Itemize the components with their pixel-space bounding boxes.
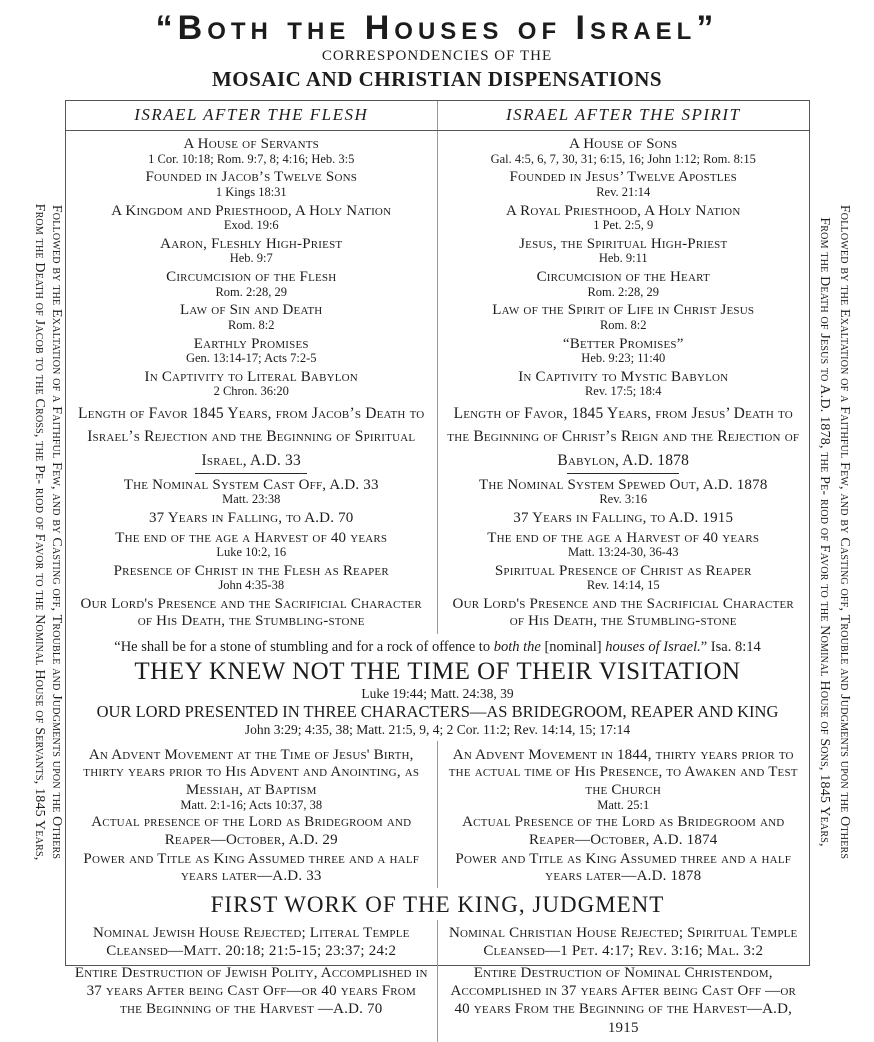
advent-ref: Matt. 25:1 [597,798,650,813]
column-header-row [66,101,809,131]
table-row [446,269,802,299]
table-row [446,236,802,266]
advent-flesh-column [66,741,438,888]
row-ref: Rom. 8:2 [227,317,275,332]
row-ref: 2 Chron. 36:20 [213,384,289,399]
row-ref: Luke 10:2, 16 [216,545,287,559]
stumbling-stone-quote [72,639,803,656]
table-row [446,477,802,507]
page-subtitle: CORRESPONDENCIES OF THE [321,48,553,65]
table-row [74,596,429,629]
advent-spirit-column [438,741,810,888]
row-title: Jesus, the Spiritual High-Priest [519,235,728,252]
divider-rule [567,473,679,474]
row-title: A Kingdom and Priesthood, A Holy Nation [111,202,392,219]
row-title: Circumcision of the Flesh [166,269,337,285]
row-title: Our Lord's Presence and the Sacrificial Character of His Death, the Stumbling-stone [80,596,422,629]
left-sidebar-text-line1: From the Death of Jacob to the Cross, the Pe- riod of Favor to the Nominal House of Servants, 1845 Years, [32,203,47,861]
page-title: “Both the Houses of Israel” [155,9,719,47]
row-title: 37 Years in Falling, to A.D. 1915 [513,510,734,526]
right-sidebar-text-line1: From the Death of Jesus to A.D. 1878, the Pe- riod of Favor to the Nominal House of Sons, 1845 Years, [817,217,832,847]
table-row [446,530,802,560]
row-title: Law of the Spirit of Life in Christ Jesus [492,302,755,319]
table-row [74,336,429,366]
table-row [74,236,429,266]
row-ref: 1 Kings 18:31 [215,184,287,199]
left-sidebar-text-line2: Followed by the Exaltation of a Faithful Few, and by Casting off, Trouble and Judgments upon the Others [49,204,64,860]
row-ref: Heb. 9:11 [598,251,648,266]
row-title: The end of the age a Harvest of 40 years [115,529,388,546]
row-ref: Gal. 4:5, 6, 7, 30, 31; 6:15, 16; John 1:12; Rom. 8:15 [490,151,756,166]
table-row [446,369,802,399]
spirit-column [438,131,810,634]
advent-paragraph: An Advent Movement in 1844, thirty years prior to the actual time of His Presence, to Awaken and Test the Church [448,746,798,798]
divider-rule [195,473,307,474]
advent-paragraph: Actual presence of the Lord as Bridegroom and Reaper—October, A.D. 29 [91,814,412,848]
table-row [74,530,429,560]
masthead [0,10,874,92]
table-row [74,402,429,474]
table-row [74,563,429,593]
king-judgment-section [66,920,809,1042]
row-title: Spiritual Presence of Christ as Reaper [494,562,752,579]
row-ref: Matt. 13:24-30, 36-43 [568,545,679,559]
advent-paragraph: Power and Title as King Assumed three and a half years later—A.D. 33 [83,850,420,885]
king-judgment-heading: FIRST WORK OF THE KING, JUDGMENT [210,891,665,917]
table-row [446,336,802,366]
visitation-ref: Luke 19:44; Matt. 24:38, 39 [361,685,514,701]
row-title: Our Lord's Presence and the Sacrificial Character of His Death, the Stumbling-stone [452,596,794,629]
row-title: In Captivity to Mystic Babylon [518,368,729,385]
row-title: Circumcision of the Heart [536,269,710,285]
row-title: In Captivity to Literal Babylon [144,368,358,385]
table-row [74,203,429,233]
king-paragraph: Nominal Christian House Rejected; Spiritual Temple Cleansed—1 Pet. 4:17; Rev. 3:16; Mal. 3:2 [449,925,798,960]
row-ref: Heb. 9:23; 11:40 [581,351,666,365]
row-title: Founded in Jacob’s Twelve Sons [145,169,358,186]
table-row [446,136,802,166]
table-row [74,302,429,332]
advent-ref: Matt. 2:1-16; Acts 10:37, 38 [180,798,323,813]
row-ref: 1 Cor. 10:18; Rom. 9:7, 8; 4:16; Heb. 3:5 [148,151,355,166]
quote-segment: “He shall be for a stone of stumbling and for a rock of offence to [114,639,494,655]
row-title: A House of Servants [183,136,319,152]
table-row [74,269,429,299]
three-characters-heading: OUR LORD PRESENTED IN THREE CHARACTERS—AS BRIDEGROOM, REAPER AND KING [96,702,779,722]
table-row [74,477,429,507]
three-characters-ref: John 3:29; 4:35, 38; Matt. 21:5, 9, 4; 2 Cor. 11:2; Rev. 14:14, 15; 17:14 [244,722,631,738]
column-header-flesh: ISRAEL AFTER THE FLESH [66,101,438,130]
row-ref: Rom. 8:2 [599,317,647,332]
row-ref: Exod. 19:6 [223,218,279,232]
row-title: “Better Promises” [562,335,684,352]
row-ref: 1 Pet. 2:5, 9 [593,218,654,232]
page-subtitle-2: MOSAIC AND CHRISTIAN DISPENSATIONS [211,67,663,92]
row-title: Law of Sin and Death [180,302,323,319]
quote-segment-italic: houses of Israel. [605,639,701,655]
row-ref: Heb. 9:7 [229,251,273,266]
row-title: Founded in Jesus’ Twelve Apostles [509,169,737,186]
row-title: Length of Favor 1845 Years, from Jacob’s Death to Israel’s Rejection and the Beginning of Spiritual Israel, A.D. 33 [78,405,425,469]
king-paragraph: Entire Destruction of Jewish Polity, Accomplished in 37 years After being Cast Off—or 40 years From the Beginning of the Harvest —A.D. 70 [74,964,428,1018]
table-row [446,302,802,332]
row-ref: Rev. 3:16 [599,492,648,507]
row-title: The Nominal System Spewed Out, A.D. 1878 [478,476,768,493]
table-row [446,169,802,199]
table-row [74,369,429,399]
row-title: The end of the age a Harvest of 40 years [487,529,760,546]
king-spirit-column [438,920,810,1042]
quote-segment: ” Isa. 8:14 [700,639,761,655]
right-sidebar-text-line2: Followed by the Exaltation of a Faithful Few, and by Casting off, Trouble and Judgments upon the Others [837,204,852,860]
row-title: Presence of Christ in the Flesh as Reaper [113,562,389,579]
row-ref: Rev. 14:14, 15 [586,578,660,593]
visitation-heading: THEY KNEW NOT THE TIME OF THEIR VISITATION [134,658,741,686]
table-row [446,402,802,474]
row-ref: Rev. 17:5; 18:4 [584,384,662,399]
row-title: Aaron, Fleshly High-Priest [160,235,343,252]
quote-segment: [nominal] [540,639,606,655]
row-ref: John 4:35-38 [218,578,285,593]
row-ref: Gen. 13:14-17; Acts 7:2-5 [185,351,317,365]
king-flesh-column [66,920,438,1042]
row-ref: Rom. 2:28, 29 [215,284,288,299]
quote-segment-italic: both the [493,639,541,655]
advent-paragraph: Power and Title as King Assumed three and a half years later—A.D. 1878 [455,850,792,885]
comparison-table [65,100,810,1036]
advent-paragraph: An Advent Movement at the Time of Jesus' Birth, thirty years prior to His Advent and Anointing, as Messiah, at Baptism [83,746,420,798]
row-ref: Rom. 2:28, 29 [587,284,660,299]
king-paragraph: Entire Destruction of Nominal Christendom, Accomplished in 37 years After being Cast Off —or 40 years From the Beginning of the Harvest—A.D, 1915 [450,964,797,1036]
table-row [74,169,429,199]
row-title: The Nominal System Cast Off, A.D. 33 [123,476,379,493]
table-row [74,136,429,166]
row-ref: Rev. 21:14 [596,184,651,199]
advent-section [66,741,809,888]
row-ref: Matt. 23:38 [222,492,281,507]
table-row [446,563,802,593]
row-title: Earthly Promises [193,335,309,352]
row-title: Length of Favor, 1845 Years, from Jesus’ Death to the Beginning of Christ’s Reign and the Rejection of Babylon, A.D. 1878 [447,405,800,469]
advent-paragraph: Actual Presence of the Lord as Bridegroom and Reaper—October, A.D. 1874 [462,814,785,848]
correspondency-rows-section [66,131,809,634]
table-row [446,596,802,629]
row-title: A House of Sons [569,136,678,152]
flesh-column [66,131,438,634]
row-title: A Royal Priesthood, A Holy Nation [506,202,741,219]
table-row [446,203,802,233]
table-row [446,510,802,527]
king-paragraph: Nominal Jewish House Rejected; Literal Temple Cleansed—Matt. 20:18; 21:5-15; 23:37; 24:2 [92,925,410,960]
table-row [74,510,429,527]
column-header-spirit: ISRAEL AFTER THE SPIRIT [505,105,741,124]
row-title: 37 Years in Falling, to A.D. 70 [148,510,354,526]
visitation-section [66,634,809,741]
